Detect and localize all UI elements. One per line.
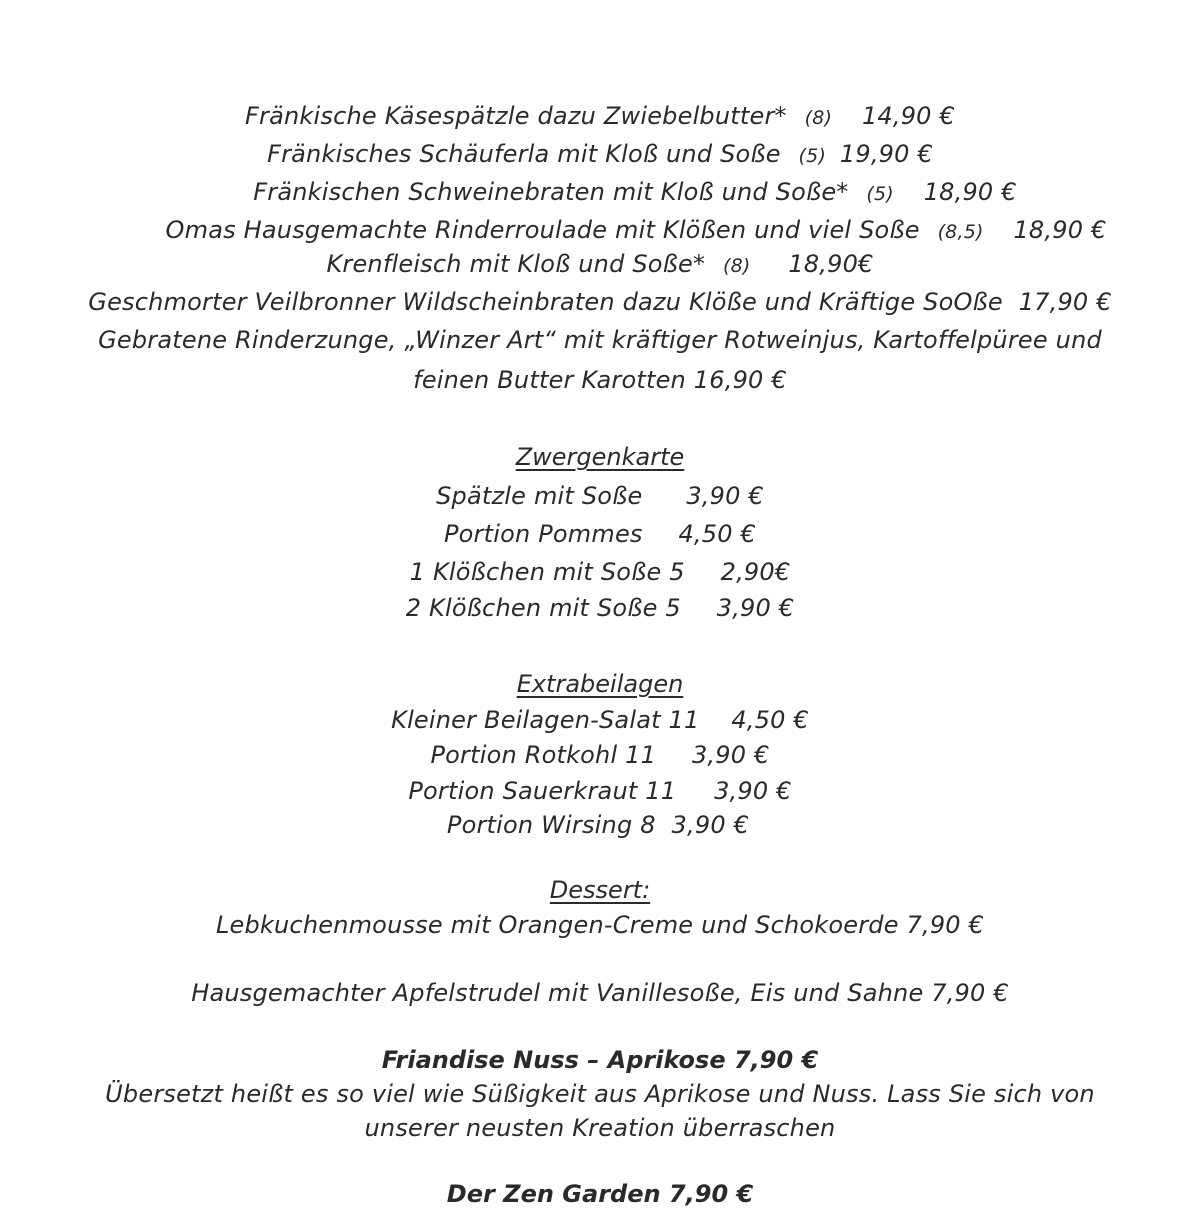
menu-item (0, 520, 1200, 548)
menu-item-price: 4,50 € (731, 706, 809, 734)
menu-item-name: Omas Hausgemachte Rinderroulade mit Klößen und viel Soße (165, 216, 920, 244)
menu-item: Hausgemachter Apfelstrudel mit Vanillesoße, Eis und Sahne 7,90 € (191, 979, 1009, 1007)
menu-item-price: 19,90 € (839, 140, 933, 168)
menu-item-name: Portion Pommes (444, 520, 643, 548)
menu-item-price: 3,90 € (714, 777, 792, 805)
menu-item (0, 594, 1200, 622)
menu-item (0, 102, 1200, 130)
menu-item-name: Spätzle mit Soße (436, 482, 643, 510)
menu-item (35, 178, 1200, 206)
menu-item (0, 288, 1200, 316)
menu-item-name: 2 Klößchen mit Soße 5 (405, 594, 681, 622)
menu-item-price: 14,90 € (861, 102, 955, 130)
menu-item-code: (5) (866, 183, 894, 205)
menu-item-price: 2,90€ (720, 558, 791, 586)
menu-item (0, 558, 1200, 586)
menu-item-title: Friandise Nuss – Aprikose 7,90 € (381, 1046, 819, 1074)
menu-item: Lebkuchenmousse mit Orangen-Creme und Schokoerde 7,90 € (215, 911, 985, 939)
menu-item-code: (8,5) (937, 221, 984, 243)
section-heading-extrabeilagen: Extrabeilagen (516, 670, 684, 698)
menu-item-price: 18,90 € (1013, 216, 1107, 244)
menu-item (0, 140, 1200, 168)
menu-item-name: Fränkischen Schweinebraten mit Kloß und Soße* (253, 178, 849, 206)
menu-item-name: Fränkisches Schäuferla mit Kloß und Soße (267, 140, 781, 168)
menu-item-price: 4,50 € (678, 520, 756, 548)
menu-item-name: Portion Sauerkraut 11 (408, 777, 677, 805)
menu-item-name: Portion Wirsing 8 (446, 811, 656, 839)
menu-item (0, 811, 1198, 839)
menu-item (36, 216, 1200, 244)
section-heading-dessert: Dessert: (549, 876, 651, 904)
menu-item-name: Krenfleisch mit Kloß und Soße* (326, 250, 706, 278)
menu-item (0, 777, 1200, 805)
menu-item-price: 3,90 € (716, 594, 795, 622)
menu-item-name: Geschmorter Veilbronner Wildscheinbraten dazu Klöße und Kräftige SoOße (88, 288, 1003, 316)
menu-item-code: (8) (722, 255, 751, 277)
menu-item (0, 250, 1200, 278)
menu-item-price: 18,90€ (788, 250, 874, 278)
menu-item-description: Übersetzt heißt es so viel wie Süßigkeit aus Aprikose und Nuss. Lass Sie sich von (105, 1080, 1095, 1108)
menu-item-price: 3,90 € (671, 811, 750, 839)
menu-item-price: 3,90 € (686, 482, 764, 510)
menu-item (0, 706, 1200, 734)
menu-item (0, 482, 1200, 510)
menu-item-price: 17,90 € (1018, 288, 1112, 316)
menu-item-price: 18,90 € (923, 178, 1017, 206)
menu-item-name: Portion Rotkohl 11 (430, 741, 657, 769)
menu-item-price: 3,90 € (691, 741, 770, 769)
menu-item-description: feinen Butter Karotten 16,90 € (413, 366, 787, 394)
menu-item (0, 741, 1200, 769)
menu-item-name: Kleiner Beilagen-Salat 11 (391, 706, 700, 734)
menu-item-name: 1 Klößchen mit Soße 5 (409, 558, 685, 586)
menu-item-title: Der Zen Garden 7,90 € (446, 1180, 754, 1208)
menu-item-code: (5) (798, 145, 827, 167)
section-heading-zwergenkarte: Zwergenkarte (515, 443, 685, 471)
menu-item-description: unserer neusten Kreation überraschen (364, 1114, 836, 1142)
menu-item-description: Gebratene Rinderzunge, „Winzer Art“ mit kräftiger Rotweinjus, Kartoffelpüree und (98, 326, 1102, 354)
menu-item-name: Fränkische Käsespätzle dazu Zwiebelbutter* (245, 102, 787, 130)
menu-item-code: (8) (804, 107, 833, 129)
